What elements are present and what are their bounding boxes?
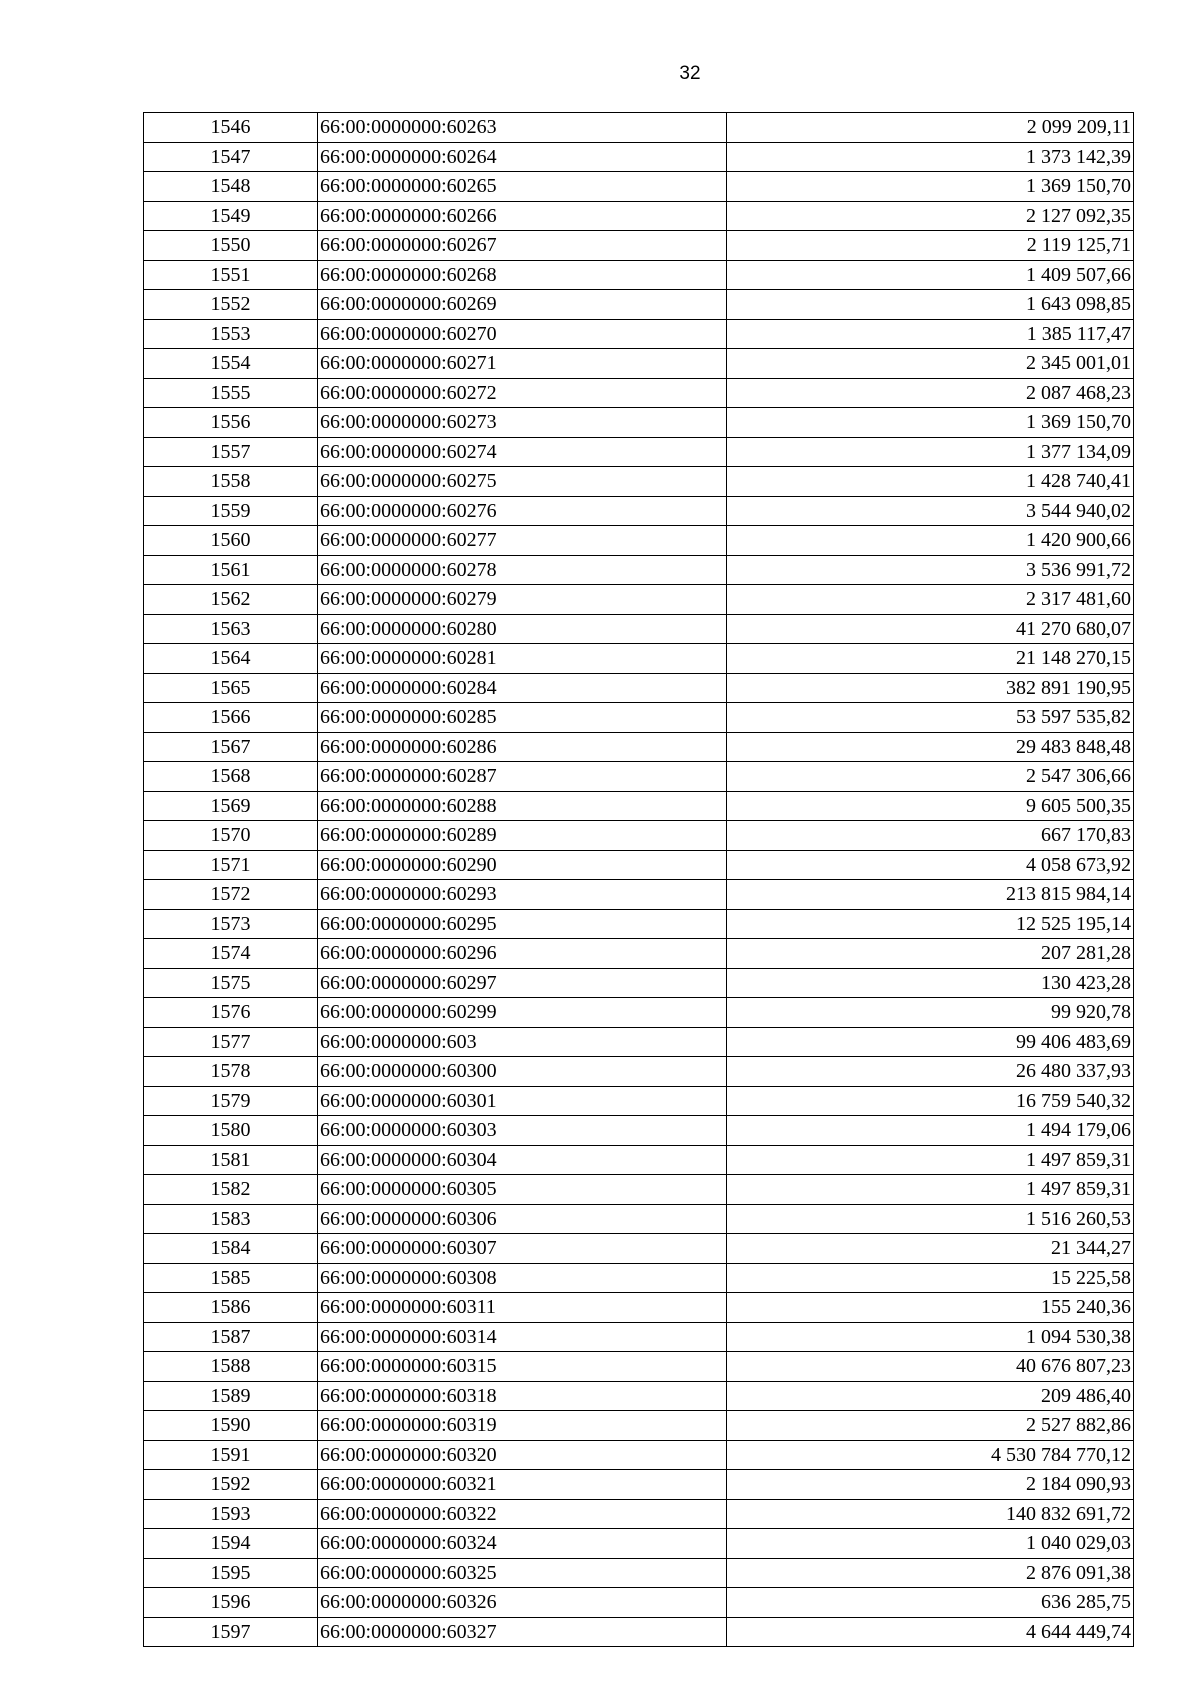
cadastral-number: 66:00:0000000:60274 xyxy=(318,437,727,467)
cadastral-value: 9 605 500,35 xyxy=(727,791,1134,821)
cadastral-number: 66:00:0000000:60269 xyxy=(318,290,727,320)
cadastral-value: 3 544 940,02 xyxy=(727,496,1134,526)
table-row xyxy=(144,1352,1134,1382)
table-row xyxy=(144,703,1134,733)
cadastral-value: 12 525 195,14 xyxy=(727,909,1134,939)
cadastral-number: 66:00:0000000:60264 xyxy=(318,142,727,172)
row-number: 1581 xyxy=(144,1145,318,1175)
row-number: 1580 xyxy=(144,1116,318,1146)
table-row xyxy=(144,113,1134,143)
row-number: 1569 xyxy=(144,791,318,821)
row-number: 1575 xyxy=(144,968,318,998)
cadastral-number: 66:00:0000000:60288 xyxy=(318,791,727,821)
cadastral-value: 21 148 270,15 xyxy=(727,644,1134,674)
row-number: 1551 xyxy=(144,260,318,290)
row-number: 1595 xyxy=(144,1558,318,1588)
table-row xyxy=(144,614,1134,644)
table-row xyxy=(144,555,1134,585)
cadastral-value: 2 317 481,60 xyxy=(727,585,1134,615)
cadastral-number: 66:00:0000000:60315 xyxy=(318,1352,727,1382)
cadastral-number: 66:00:0000000:60296 xyxy=(318,939,727,969)
row-number: 1553 xyxy=(144,319,318,349)
table-row xyxy=(144,1204,1134,1234)
table-row xyxy=(144,172,1134,202)
cadastral-number: 66:00:0000000:60318 xyxy=(318,1381,727,1411)
row-number: 1563 xyxy=(144,614,318,644)
cadastral-value: 130 423,28 xyxy=(727,968,1134,998)
row-number: 1596 xyxy=(144,1588,318,1618)
cadastral-value: 21 344,27 xyxy=(727,1234,1134,1264)
cadastral-number: 66:00:0000000:60304 xyxy=(318,1145,727,1175)
cadastral-number: 66:00:0000000:60321 xyxy=(318,1470,727,1500)
table-row xyxy=(144,585,1134,615)
row-number: 1589 xyxy=(144,1381,318,1411)
table-row xyxy=(144,319,1134,349)
cadastral-value-table xyxy=(143,112,1134,1647)
cadastral-number: 66:00:0000000:60279 xyxy=(318,585,727,615)
cadastral-value: 15 225,58 xyxy=(727,1263,1134,1293)
table-row xyxy=(144,1175,1134,1205)
cadastral-number: 66:00:0000000:60271 xyxy=(318,349,727,379)
table-row xyxy=(144,1057,1134,1087)
cadastral-value: 1 428 740,41 xyxy=(727,467,1134,497)
cadastral-number: 66:00:0000000:60285 xyxy=(318,703,727,733)
table-row xyxy=(144,673,1134,703)
cadastral-value: 29 483 848,48 xyxy=(727,732,1134,762)
row-number: 1558 xyxy=(144,467,318,497)
row-number: 1592 xyxy=(144,1470,318,1500)
table-row xyxy=(144,526,1134,556)
table-row xyxy=(144,437,1134,467)
row-number: 1586 xyxy=(144,1293,318,1323)
cadastral-number: 66:00:0000000:60268 xyxy=(318,260,727,290)
cadastral-number: 66:00:0000000:60326 xyxy=(318,1588,727,1618)
cadastral-number: 66:00:0000000:60311 xyxy=(318,1293,727,1323)
row-number: 1574 xyxy=(144,939,318,969)
cadastral-number: 66:00:0000000:60277 xyxy=(318,526,727,556)
cadastral-number: 66:00:0000000:60290 xyxy=(318,850,727,880)
cadastral-number: 66:00:0000000:60286 xyxy=(318,732,727,762)
row-number: 1572 xyxy=(144,880,318,910)
cadastral-value: 40 676 807,23 xyxy=(727,1352,1134,1382)
cadastral-number: 66:00:0000000:60289 xyxy=(318,821,727,851)
row-number: 1561 xyxy=(144,555,318,585)
cadastral-value: 2 527 882,86 xyxy=(727,1411,1134,1441)
table-row xyxy=(144,260,1134,290)
row-number: 1570 xyxy=(144,821,318,851)
cadastral-number: 66:00:0000000:60284 xyxy=(318,673,727,703)
cadastral-number: 66:00:0000000:60273 xyxy=(318,408,727,438)
table-row xyxy=(144,939,1134,969)
cadastral-value: 1 040 029,03 xyxy=(727,1529,1134,1559)
cadastral-value: 2 876 091,38 xyxy=(727,1558,1134,1588)
cadastral-number: 66:00:0000000:60303 xyxy=(318,1116,727,1146)
table-row xyxy=(144,1617,1134,1647)
cadastral-value: 1 494 179,06 xyxy=(727,1116,1134,1146)
table-row xyxy=(144,1293,1134,1323)
cadastral-value: 99 920,78 xyxy=(727,998,1134,1028)
table-row xyxy=(144,880,1134,910)
cadastral-value: 16 759 540,32 xyxy=(727,1086,1134,1116)
table-row xyxy=(144,1381,1134,1411)
cadastral-value: 140 832 691,72 xyxy=(727,1499,1134,1529)
cadastral-number: 66:00:0000000:60263 xyxy=(318,113,727,143)
table-row xyxy=(144,231,1134,261)
table-row xyxy=(144,496,1134,526)
table-row xyxy=(144,909,1134,939)
table-row xyxy=(144,290,1134,320)
cadastral-value: 2 547 306,66 xyxy=(727,762,1134,792)
cadastral-value: 4 530 784 770,12 xyxy=(727,1440,1134,1470)
cadastral-value: 1 094 530,38 xyxy=(727,1322,1134,1352)
cadastral-number: 66:00:0000000:60307 xyxy=(318,1234,727,1264)
table-row xyxy=(144,408,1134,438)
cadastral-number: 66:00:0000000:60324 xyxy=(318,1529,727,1559)
row-number: 1546 xyxy=(144,113,318,143)
cadastral-number: 66:00:0000000:60265 xyxy=(318,172,727,202)
row-number: 1562 xyxy=(144,585,318,615)
table-row xyxy=(144,1588,1134,1618)
table-row xyxy=(144,998,1134,1028)
cadastral-value: 26 480 337,93 xyxy=(727,1057,1134,1087)
row-number: 1593 xyxy=(144,1499,318,1529)
cadastral-number: 66:00:0000000:603 xyxy=(318,1027,727,1057)
row-number: 1594 xyxy=(144,1529,318,1559)
cadastral-number: 66:00:0000000:60297 xyxy=(318,968,727,998)
row-number: 1565 xyxy=(144,673,318,703)
table-row xyxy=(144,1558,1134,1588)
cadastral-value: 2 087 468,23 xyxy=(727,378,1134,408)
row-number: 1567 xyxy=(144,732,318,762)
row-number: 1577 xyxy=(144,1027,318,1057)
row-number: 1556 xyxy=(144,408,318,438)
cadastral-number: 66:00:0000000:60267 xyxy=(318,231,727,261)
cadastral-value: 1 420 900,66 xyxy=(727,526,1134,556)
cadastral-number: 66:00:0000000:60327 xyxy=(318,1617,727,1647)
row-number: 1590 xyxy=(144,1411,318,1441)
row-number: 1555 xyxy=(144,378,318,408)
row-number: 1552 xyxy=(144,290,318,320)
table-row xyxy=(144,1145,1134,1175)
row-number: 1547 xyxy=(144,142,318,172)
table-row xyxy=(144,644,1134,674)
table-body xyxy=(144,113,1134,1647)
row-number: 1550 xyxy=(144,231,318,261)
table-row xyxy=(144,1470,1134,1500)
table-row xyxy=(144,968,1134,998)
table-row xyxy=(144,1116,1134,1146)
row-number: 1587 xyxy=(144,1322,318,1352)
cadastral-value: 1 373 142,39 xyxy=(727,142,1134,172)
table-row xyxy=(144,762,1134,792)
cadastral-number: 66:00:0000000:60280 xyxy=(318,614,727,644)
row-number: 1585 xyxy=(144,1263,318,1293)
table-row xyxy=(144,1529,1134,1559)
table-row xyxy=(144,791,1134,821)
table-row xyxy=(144,1411,1134,1441)
cadastral-value: 1 385 117,47 xyxy=(727,319,1134,349)
cadastral-value: 1 516 260,53 xyxy=(727,1204,1134,1234)
cadastral-value: 2 099 209,11 xyxy=(727,113,1134,143)
table-row xyxy=(144,1027,1134,1057)
cadastral-number: 66:00:0000000:60305 xyxy=(318,1175,727,1205)
cadastral-value: 1 497 859,31 xyxy=(727,1145,1134,1175)
cadastral-number: 66:00:0000000:60300 xyxy=(318,1057,727,1087)
cadastral-value: 4 058 673,92 xyxy=(727,850,1134,880)
cadastral-number: 66:00:0000000:60276 xyxy=(318,496,727,526)
table-row xyxy=(144,142,1134,172)
cadastral-value: 3 536 991,72 xyxy=(727,555,1134,585)
cadastral-value: 382 891 190,95 xyxy=(727,673,1134,703)
row-number: 1559 xyxy=(144,496,318,526)
cadastral-value: 2 119 125,71 xyxy=(727,231,1134,261)
cadastral-number: 66:00:0000000:60322 xyxy=(318,1499,727,1529)
cadastral-value: 2 345 001,01 xyxy=(727,349,1134,379)
cadastral-number: 66:00:0000000:60266 xyxy=(318,201,727,231)
row-number: 1568 xyxy=(144,762,318,792)
row-number: 1584 xyxy=(144,1234,318,1264)
row-number: 1578 xyxy=(144,1057,318,1087)
table-row xyxy=(144,850,1134,880)
cadastral-value: 1 497 859,31 xyxy=(727,1175,1134,1205)
page-number: 32 xyxy=(679,63,701,84)
row-number: 1548 xyxy=(144,172,318,202)
row-number: 1579 xyxy=(144,1086,318,1116)
table-row xyxy=(144,349,1134,379)
cadastral-number: 66:00:0000000:60295 xyxy=(318,909,727,939)
cadastral-number: 66:00:0000000:60308 xyxy=(318,1263,727,1293)
table-row xyxy=(144,378,1134,408)
row-number: 1566 xyxy=(144,703,318,733)
cadastral-number: 66:00:0000000:60306 xyxy=(318,1204,727,1234)
cadastral-value: 207 281,28 xyxy=(727,939,1134,969)
row-number: 1591 xyxy=(144,1440,318,1470)
row-number: 1588 xyxy=(144,1352,318,1382)
table-row xyxy=(144,1086,1134,1116)
row-number: 1597 xyxy=(144,1617,318,1647)
table-row xyxy=(144,467,1134,497)
row-number: 1571 xyxy=(144,850,318,880)
table-row xyxy=(144,1499,1134,1529)
row-number: 1560 xyxy=(144,526,318,556)
row-number: 1576 xyxy=(144,998,318,1028)
cadastral-number: 66:00:0000000:60287 xyxy=(318,762,727,792)
cadastral-value: 41 270 680,07 xyxy=(727,614,1134,644)
table-row xyxy=(144,1440,1134,1470)
cadastral-value: 53 597 535,82 xyxy=(727,703,1134,733)
cadastral-value: 1 377 134,09 xyxy=(727,437,1134,467)
cadastral-value: 209 486,40 xyxy=(727,1381,1134,1411)
row-number: 1582 xyxy=(144,1175,318,1205)
cadastral-number: 66:00:0000000:60319 xyxy=(318,1411,727,1441)
table-row xyxy=(144,201,1134,231)
cadastral-number: 66:00:0000000:60281 xyxy=(318,644,727,674)
table-row xyxy=(144,732,1134,762)
cadastral-number: 66:00:0000000:60275 xyxy=(318,467,727,497)
cadastral-number: 66:00:0000000:60325 xyxy=(318,1558,727,1588)
cadastral-number: 66:00:0000000:60299 xyxy=(318,998,727,1028)
cadastral-number: 66:00:0000000:60314 xyxy=(318,1322,727,1352)
cadastral-value: 2 184 090,93 xyxy=(727,1470,1134,1500)
row-number: 1583 xyxy=(144,1204,318,1234)
row-number: 1557 xyxy=(144,437,318,467)
cadastral-number: 66:00:0000000:60270 xyxy=(318,319,727,349)
cadastral-value: 213 815 984,14 xyxy=(727,880,1134,910)
table-row xyxy=(144,1322,1134,1352)
row-number: 1549 xyxy=(144,201,318,231)
cadastral-value: 1 643 098,85 xyxy=(727,290,1134,320)
table-row xyxy=(144,1263,1134,1293)
cadastral-number: 66:00:0000000:60278 xyxy=(318,555,727,585)
cadastral-value: 99 406 483,69 xyxy=(727,1027,1134,1057)
cadastral-value: 1 369 150,70 xyxy=(727,408,1134,438)
cadastral-number: 66:00:0000000:60272 xyxy=(318,378,727,408)
cadastral-value: 2 127 092,35 xyxy=(727,201,1134,231)
table-row xyxy=(144,1234,1134,1264)
cadastral-value: 155 240,36 xyxy=(727,1293,1134,1323)
cadastral-number: 66:00:0000000:60320 xyxy=(318,1440,727,1470)
cadastral-value: 1 409 507,66 xyxy=(727,260,1134,290)
cadastral-value: 636 285,75 xyxy=(727,1588,1134,1618)
row-number: 1564 xyxy=(144,644,318,674)
table-row xyxy=(144,821,1134,851)
cadastral-value: 667 170,83 xyxy=(727,821,1134,851)
cadastral-value: 4 644 449,74 xyxy=(727,1617,1134,1647)
row-number: 1573 xyxy=(144,909,318,939)
row-number: 1554 xyxy=(144,349,318,379)
cadastral-number: 66:00:0000000:60293 xyxy=(318,880,727,910)
cadastral-number: 66:00:0000000:60301 xyxy=(318,1086,727,1116)
cadastral-value: 1 369 150,70 xyxy=(727,172,1134,202)
